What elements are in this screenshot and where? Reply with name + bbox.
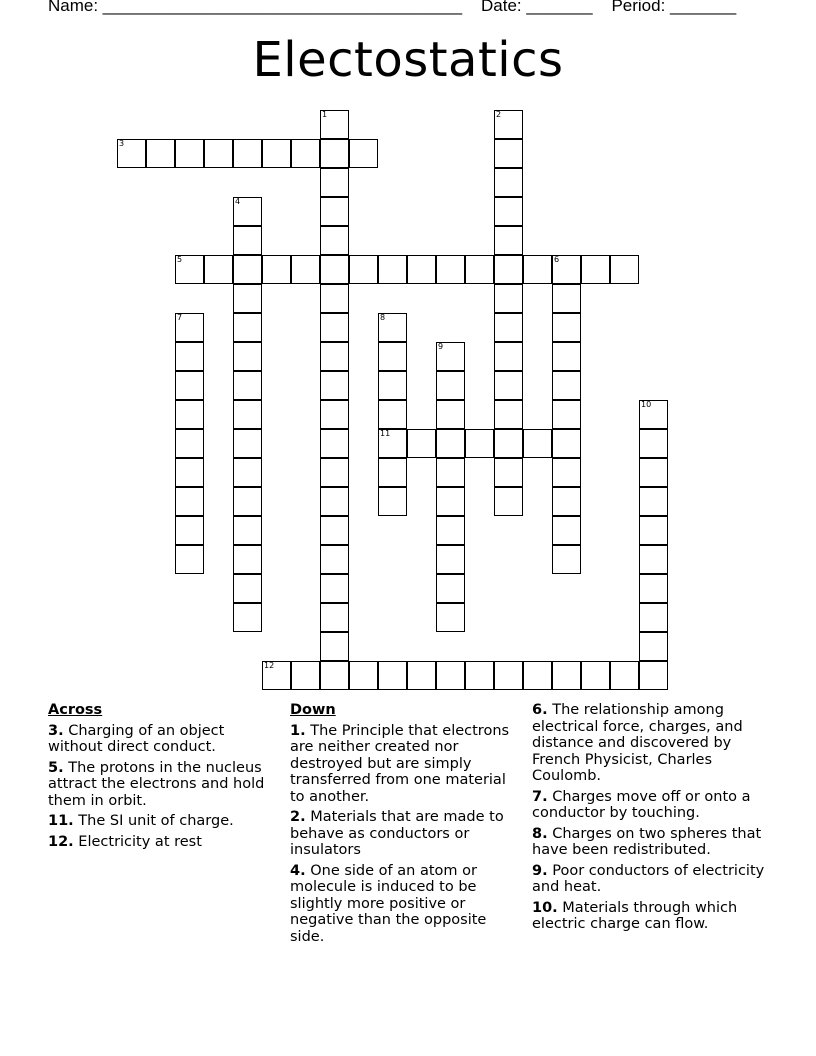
crossword-cell[interactable] [552,284,581,313]
crossword-cell[interactable] [494,197,523,226]
crossword-cell[interactable] [320,342,349,371]
clue-number: 4. [290,862,306,879]
crossword-cell[interactable] [494,284,523,313]
clue-number-label: 10 [641,400,652,409]
crossword-cell[interactable] [552,458,581,487]
clue-number: 9. [532,862,548,879]
crossword-cell[interactable] [320,313,349,342]
across-heading: Across [48,702,103,718]
crossword-cell[interactable] [639,632,668,661]
period-field[interactable]: Period: _______ [611,0,737,15]
clue-number-label: 8 [380,313,386,322]
crossword-cell[interactable] [291,255,320,284]
crossword-cell[interactable] [291,661,320,690]
crossword-cell[interactable] [320,458,349,487]
crossword-cell[interactable] [233,371,262,400]
clue-number: 1. [290,722,306,739]
across-clues [48,702,278,854]
clue-number-label: 12 [264,661,275,670]
crossword-cell[interactable] [233,197,262,226]
crossword-cell[interactable] [233,226,262,255]
crossword-cell[interactable] [436,371,465,400]
crossword-cell[interactable] [552,342,581,371]
crossword-cell[interactable] [523,429,552,458]
crossword-cell[interactable] [233,458,262,487]
crossword-cell[interactable] [494,400,523,429]
crossword-cell[interactable] [610,661,639,690]
crossword-cell[interactable] [233,313,262,342]
crossword-cell[interactable] [233,255,262,284]
crossword-cell[interactable] [639,545,668,574]
clue-number: 2. [290,809,306,825]
crossword-cell[interactable] [233,574,262,603]
crossword-cell[interactable] [639,603,668,632]
crossword-cell[interactable] [552,545,581,574]
crossword-cell[interactable] [407,429,436,458]
crossword-cell[interactable] [465,661,494,690]
clue-text: One side of an atom or molecule is induced to be slightly more positive or negative than the opposite side. [290,862,487,945]
crossword-cell[interactable] [436,545,465,574]
crossword-cell[interactable] [233,516,262,545]
crossword-cell[interactable] [494,110,523,139]
clue-number-label: 2 [496,110,502,119]
clue-text: Charges on two spheres that have been redistributed. [532,825,762,858]
crossword-cell[interactable] [233,545,262,574]
crossword-cell[interactable] [639,487,668,516]
clue-text: Charges move off or onto a conductor by touching. [532,788,751,821]
crossword-cell[interactable] [262,255,291,284]
crossword-cell[interactable] [378,371,407,400]
crossword-cell[interactable] [494,139,523,168]
clue-item [532,863,767,896]
clue-number: 8. [532,825,548,842]
crossword-cell[interactable] [378,400,407,429]
crossword-cell[interactable] [233,487,262,516]
clue-number-label: 5 [177,255,183,264]
crossword-cell[interactable] [378,429,407,458]
crossword-cell[interactable] [233,139,262,168]
crossword-cell[interactable] [436,400,465,429]
clue-item [532,789,767,822]
crossword-cell[interactable] [320,110,349,139]
clue-number-label: 6 [554,255,560,264]
crossword-cell[interactable] [552,429,581,458]
clue-item [290,809,525,859]
clue-number: 12. [48,833,74,850]
crossword-cell[interactable] [378,487,407,516]
crossword-cell[interactable] [494,168,523,197]
clue-text: The SI unit of charge. [73,813,234,829]
down-heading: Down [290,702,336,718]
crossword-cell[interactable] [407,255,436,284]
crossword-cell[interactable] [378,661,407,690]
crossword-cell[interactable] [349,139,378,168]
clue-number-label: 3 [119,139,125,148]
clue-number: 7. [532,788,548,805]
crossword-cell[interactable] [175,429,204,458]
crossword-cell[interactable] [494,255,523,284]
crossword-cell[interactable] [523,255,552,284]
date-field[interactable]: Date: _______ [480,0,593,15]
down-clues-continued [532,702,767,937]
crossword-cell[interactable] [639,661,668,690]
crossword-cell[interactable] [494,313,523,342]
clue-text: The Principle that electrons are neither created nor destroyed but are simply transferred from one material to another. [290,722,510,805]
down-clues [290,702,525,949]
clue-number: 11. [48,813,74,829]
crossword-cell[interactable] [494,661,523,690]
clue-text: Charging of an object without direct conduct. [48,722,225,755]
clue-item [290,723,525,806]
crossword-cell[interactable] [523,661,552,690]
crossword-cell[interactable] [175,139,204,168]
crossword-cell[interactable] [175,255,204,284]
crossword-cell[interactable] [233,603,262,632]
crossword-cell[interactable] [117,139,146,168]
crossword-cell[interactable] [436,661,465,690]
crossword-cell[interactable] [320,487,349,516]
clue-item [48,723,278,756]
crossword-cell[interactable] [291,139,320,168]
crossword-cell[interactable] [175,458,204,487]
crossword-cell[interactable] [407,661,436,690]
crossword-cell[interactable] [175,516,204,545]
crossword-cell[interactable] [552,400,581,429]
crossword-cell[interactable] [552,371,581,400]
clue-number: 3. [48,722,64,739]
crossword-cell[interactable] [175,487,204,516]
clue-number-label: 11 [380,429,391,438]
clue-item [48,834,278,851]
crossword-cell[interactable] [436,429,465,458]
crossword-cell[interactable] [436,458,465,487]
clue-number-label: 1 [322,110,328,119]
crossword-cell[interactable] [320,226,349,255]
crossword-cell[interactable] [610,255,639,284]
crossword-cell[interactable] [175,342,204,371]
crossword-cell[interactable] [320,632,349,661]
crossword-cell[interactable] [320,168,349,197]
crossword-cell[interactable] [320,255,349,284]
crossword-cell[interactable] [233,342,262,371]
crossword-cell[interactable] [465,429,494,458]
crossword-cell[interactable] [349,255,378,284]
crossword-cell[interactable] [262,139,291,168]
crossword-cell[interactable] [639,400,668,429]
clue-number: 6. [532,702,548,718]
crossword-cell[interactable] [233,429,262,458]
crossword-cell[interactable] [320,400,349,429]
crossword-cell[interactable] [262,661,291,690]
crossword-cell[interactable] [552,487,581,516]
crossword-cell[interactable] [378,458,407,487]
clue-number-label: 9 [438,342,444,351]
crossword-cell[interactable] [552,313,581,342]
crossword-cell[interactable] [436,516,465,545]
crossword-cell[interactable] [175,371,204,400]
crossword-cell[interactable] [320,139,349,168]
crossword-cell[interactable] [320,516,349,545]
crossword-cell[interactable] [320,603,349,632]
crossword-cell[interactable] [494,342,523,371]
clue-number: 5. [48,759,64,776]
crossword-cell[interactable] [494,226,523,255]
crossword-cell[interactable] [494,371,523,400]
crossword-cell[interactable] [320,545,349,574]
crossword-cell[interactable] [204,139,233,168]
crossword-cell[interactable] [494,458,523,487]
name-field[interactable]: Name: ______________________________________ [48,0,463,15]
clue-text: Materials through which electric charge can flow. [532,899,738,932]
clue-text: Poor conductors of electricity and heat. [532,862,765,895]
crossword-cell[interactable] [465,255,494,284]
clue-text: The relationship among electrical force, charges, and distance and discovered by French Physicist, Charles Coulomb. [532,702,743,784]
crossword-cell[interactable] [378,342,407,371]
crossword-cell[interactable] [320,661,349,690]
crossword-cell[interactable] [552,516,581,545]
crossword-cell[interactable] [639,458,668,487]
crossword-cell[interactable] [552,661,581,690]
crossword-cell[interactable] [639,574,668,603]
crossword-cell[interactable] [175,313,204,342]
crossword-cell[interactable] [552,255,581,284]
crossword-cell[interactable] [175,400,204,429]
clue-text: The protons in the nucleus attract the electrons and hold them in orbit. [48,759,265,809]
crossword-cell[interactable] [175,545,204,574]
crossword-cell[interactable] [494,429,523,458]
crossword-cell[interactable] [320,197,349,226]
crossword-cell[interactable] [320,574,349,603]
crossword-cell[interactable] [378,255,407,284]
crossword-cell[interactable] [436,574,465,603]
clue-number: 10. [532,899,558,916]
crossword-cell[interactable] [581,661,610,690]
crossword-cell[interactable] [436,487,465,516]
crossword-cell[interactable] [436,342,465,371]
crossword-cell[interactable] [378,313,407,342]
clue-text: Electricity at rest [73,833,202,850]
clue-item [532,826,767,859]
clue-text: Materials that are made to behave as conductors or insulators [290,809,504,858]
crossword-cell[interactable] [639,429,668,458]
page-title: Electostatics [252,32,564,88]
crossword-cell[interactable] [320,371,349,400]
crossword-cell[interactable] [581,255,610,284]
crossword-cell[interactable] [320,284,349,313]
crossword-cell[interactable] [233,400,262,429]
crossword-cell[interactable] [639,516,668,545]
crossword-cell[interactable] [349,661,378,690]
crossword-cell[interactable] [204,255,233,284]
clue-item [532,702,767,785]
clue-number-label: 4 [235,197,241,206]
clue-item [48,813,278,830]
clue-item [532,900,767,933]
crossword-cell[interactable] [494,487,523,516]
crossword-cell[interactable] [320,429,349,458]
crossword-cell[interactable] [436,603,465,632]
crossword-cell[interactable] [146,139,175,168]
crossword-cell[interactable] [436,255,465,284]
crossword-cell[interactable] [233,284,262,313]
clue-number-label: 7 [177,313,183,322]
clue-item [48,760,278,810]
clue-item [290,863,525,946]
